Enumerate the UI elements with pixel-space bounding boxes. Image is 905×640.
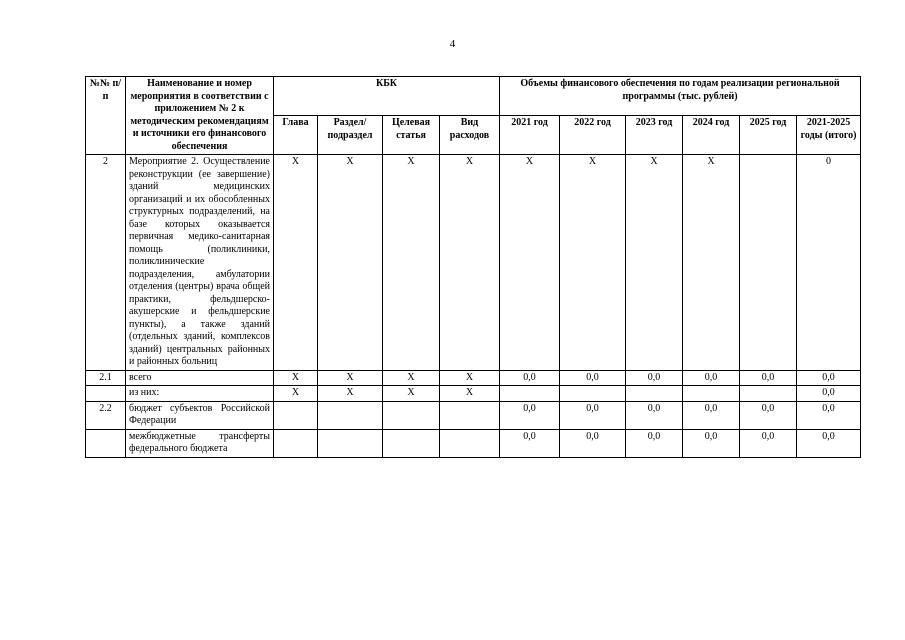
kbk-cell — [274, 401, 318, 429]
year-cell: X — [683, 155, 740, 371]
year-cell: X — [560, 155, 626, 371]
table-row — [86, 155, 861, 371]
kbk-cell — [318, 429, 383, 457]
header-year-total: 2021-2025 годы (итого) — [797, 116, 861, 155]
table-row — [86, 401, 861, 429]
header-year-2021: 2021 год — [500, 116, 560, 155]
header-name: Наименование и номер мероприятия в соответствии с приложением № 2 к методическим рекомендациям и источники его финансового обеспечения — [126, 77, 274, 155]
kbk-cell: X — [274, 370, 318, 386]
row-number: 2.1 — [86, 370, 126, 386]
year-cell — [560, 386, 626, 402]
kbk-cell: X — [318, 155, 383, 371]
kbk-cell: X — [440, 386, 500, 402]
kbk-cell — [440, 401, 500, 429]
year-cell: 0,0 — [500, 370, 560, 386]
kbk-cell: X — [383, 370, 440, 386]
year-cell: 0,0 — [683, 370, 740, 386]
year-cell: 0,0 — [626, 429, 683, 457]
kbk-cell: X — [318, 386, 383, 402]
header-kbk: КБК — [274, 77, 500, 116]
page-number: 4 — [449, 38, 456, 50]
kbk-cell — [318, 401, 383, 429]
kbk-cell: X — [440, 155, 500, 371]
year-cell — [500, 386, 560, 402]
kbk-cell — [383, 401, 440, 429]
table-row — [86, 429, 861, 457]
kbk-cell: X — [383, 155, 440, 371]
kbk-cell: X — [274, 386, 318, 402]
row-number: 2 — [86, 155, 126, 371]
table-row — [86, 370, 861, 386]
year-cell: 0,0 — [683, 401, 740, 429]
kbk-cell — [274, 429, 318, 457]
row-number — [86, 429, 126, 457]
kbk-cell: X — [274, 155, 318, 371]
row-name: Мероприятие 2. Осуществление реконструкции (ее завершение) зданий медицинских организаций и их обособленных структурных подразделений, на базе которых оказывается первичная медико-санитарная помощь (поликлиники, поликлинические подразделения, амбулатории отделения (центры) врача общей практики, фельдшерско-акушерские и фельдшерские пункты), а также зданий (отдельных зданий, комплексов зданий) центральных районных и районных больниц — [126, 155, 274, 371]
header-year-2022: 2022 год — [560, 116, 626, 155]
year-cell: 0,0 — [560, 429, 626, 457]
year-cell: 0,0 — [740, 429, 797, 457]
year-cell: 0,0 — [683, 429, 740, 457]
header-year-2024: 2024 год — [683, 116, 740, 155]
row-name: из них: — [126, 386, 274, 402]
kbk-cell: X — [440, 370, 500, 386]
year-cell: 0,0 — [626, 370, 683, 386]
header-num: №№ п/п — [86, 77, 126, 155]
header-year-2023: 2023 год — [626, 116, 683, 155]
year-cell: 0,0 — [560, 401, 626, 429]
year-cell: 0,0 — [797, 401, 861, 429]
year-cell — [626, 386, 683, 402]
year-cell: 0,0 — [500, 401, 560, 429]
year-cell: 0 — [797, 155, 861, 371]
header-year-2025: 2025 год — [740, 116, 797, 155]
year-cell: 0,0 — [626, 401, 683, 429]
kbk-cell: X — [318, 370, 383, 386]
header-kbk-glava: Глава — [274, 116, 318, 155]
header-kbk-statya: Целевая статья — [383, 116, 440, 155]
year-cell — [683, 386, 740, 402]
row-name: бюджет субъектов Российской Федерации — [126, 401, 274, 429]
kbk-cell: X — [383, 386, 440, 402]
kbk-cell — [440, 429, 500, 457]
row-number — [86, 386, 126, 402]
header-kbk-razdel: Раздел/ подраздел — [318, 116, 383, 155]
year-cell: 0,0 — [740, 401, 797, 429]
year-cell: X — [626, 155, 683, 371]
header-kbk-vid: Вид расходов — [440, 116, 500, 155]
table-row — [86, 386, 861, 402]
row-name: межбюджетные трансферты федерального бюджета — [126, 429, 274, 457]
header-volumes: Объемы финансового обеспечения по годам реализации региональной программы (тыс. рублей) — [500, 77, 861, 116]
financing-table — [85, 76, 861, 458]
header-row-1 — [86, 77, 861, 116]
kbk-cell — [383, 429, 440, 457]
year-cell: 0,0 — [560, 370, 626, 386]
year-cell — [740, 155, 797, 371]
year-cell: 0,0 — [797, 370, 861, 386]
year-cell — [740, 386, 797, 402]
row-name: всего — [126, 370, 274, 386]
year-cell: 0,0 — [740, 370, 797, 386]
row-number: 2.2 — [86, 401, 126, 429]
year-cell: 0,0 — [797, 386, 861, 402]
year-cell: 0,0 — [797, 429, 861, 457]
year-cell: X — [500, 155, 560, 371]
year-cell: 0,0 — [500, 429, 560, 457]
